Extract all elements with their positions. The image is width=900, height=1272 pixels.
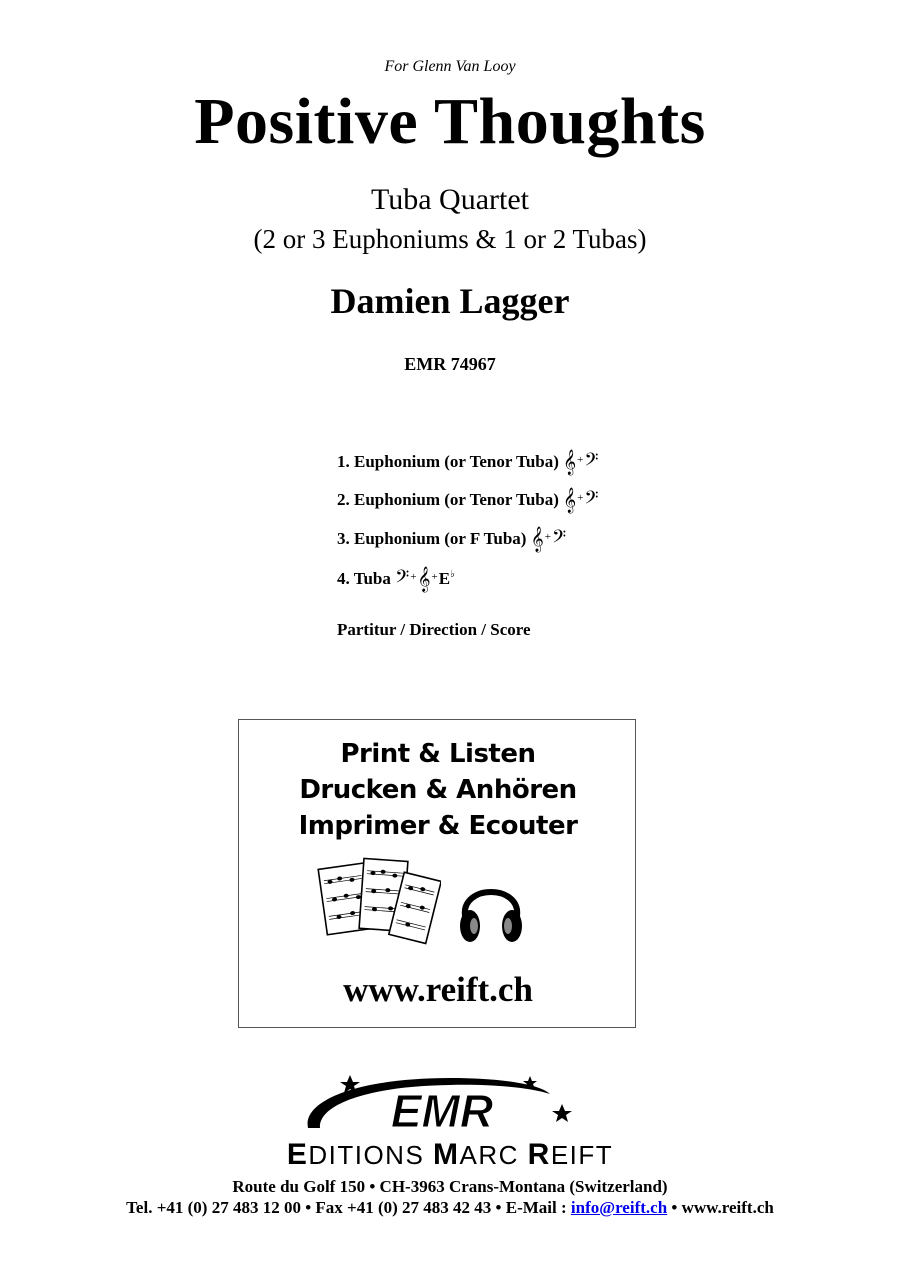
part-4	[337, 563, 455, 592]
part-label: 4. Tuba	[337, 569, 391, 588]
subtitle: Tuba Quartet	[370, 183, 530, 216]
treble-clef-icon: 𝄞	[530, 527, 544, 552]
part-3	[337, 525, 566, 552]
plus-sign: +	[577, 492, 584, 504]
bass-clef-icon: 𝄢	[551, 527, 567, 552]
part-label: 1. Euphonium (or Tenor Tuba)	[337, 452, 559, 471]
bass-clef-icon: 𝄢	[584, 488, 599, 513]
plus-sign: +	[431, 571, 438, 583]
catalog-number: EMR 74967	[404, 354, 496, 374]
emr-logo-text: EMR	[390, 1085, 494, 1136]
part-2	[337, 486, 599, 513]
print-listen-line-en: Print & Listen	[340, 739, 536, 769]
instrumentation: (2 or 3 Euphoniums & 1 or 2 Tubas)	[253, 224, 647, 254]
publisher-name-eift: EIFT	[550, 1140, 614, 1170]
score-label: Partitur / Direction / Score	[337, 620, 531, 639]
email-link[interactable]: info@reift.ch	[570, 1198, 668, 1217]
publisher-contact	[0, 1197, 900, 1219]
publisher-name-arc: ARC	[459, 1140, 528, 1170]
flat-sign-icon: ♭	[450, 569, 455, 580]
publisher-name-e: E	[286, 1138, 309, 1171]
contact-prefix: Tel. +41 (0) 27 483 12 00 • Fax +41 (0) 27 483 42 43 • E-Mail :	[126, 1198, 571, 1217]
part-1	[337, 448, 599, 475]
plus-sign: +	[577, 454, 584, 466]
bass-clef-icon: 𝄢	[395, 567, 410, 592]
emr-logo	[300, 1070, 600, 1136]
publisher-name-r: R	[527, 1138, 551, 1171]
part-label: 2. Euphonium (or Tenor Tuba)	[337, 490, 559, 509]
title: Positive Thoughts	[194, 85, 706, 158]
headphones-icon	[455, 870, 527, 950]
sheet-music-icon	[315, 852, 441, 952]
publisher-name-ditions: DITIONS	[308, 1140, 434, 1170]
key-label: E	[438, 569, 451, 588]
publisher-address: Route du Golf 150 • CH-3963 Crans-Montana (Switzerland)	[232, 1177, 668, 1196]
composer: Damien Lagger	[330, 281, 570, 321]
website-url: www.reift.ch	[343, 970, 533, 1009]
plus-sign: +	[544, 531, 551, 543]
bass-clef-icon: 𝄢	[584, 450, 599, 475]
treble-clef-icon: 𝄞	[563, 488, 577, 513]
print-listen-line-de: Drucken & Anhören	[299, 775, 577, 805]
print-listen-box	[238, 719, 636, 1028]
treble-clef-icon: 𝄞	[563, 450, 577, 475]
publisher-name	[0, 1138, 900, 1172]
part-label: 3. Euphonium (or F Tuba)	[337, 529, 527, 548]
dedication: For Glenn Van Looy	[384, 58, 516, 75]
print-listen-line-fr: Imprimer & Ecouter	[298, 811, 578, 841]
publisher-name-m: M	[433, 1138, 460, 1171]
plus-sign: +	[410, 571, 417, 583]
treble-clef-icon: 𝄞	[417, 567, 431, 592]
contact-suffix: • www.reift.ch	[667, 1198, 774, 1217]
